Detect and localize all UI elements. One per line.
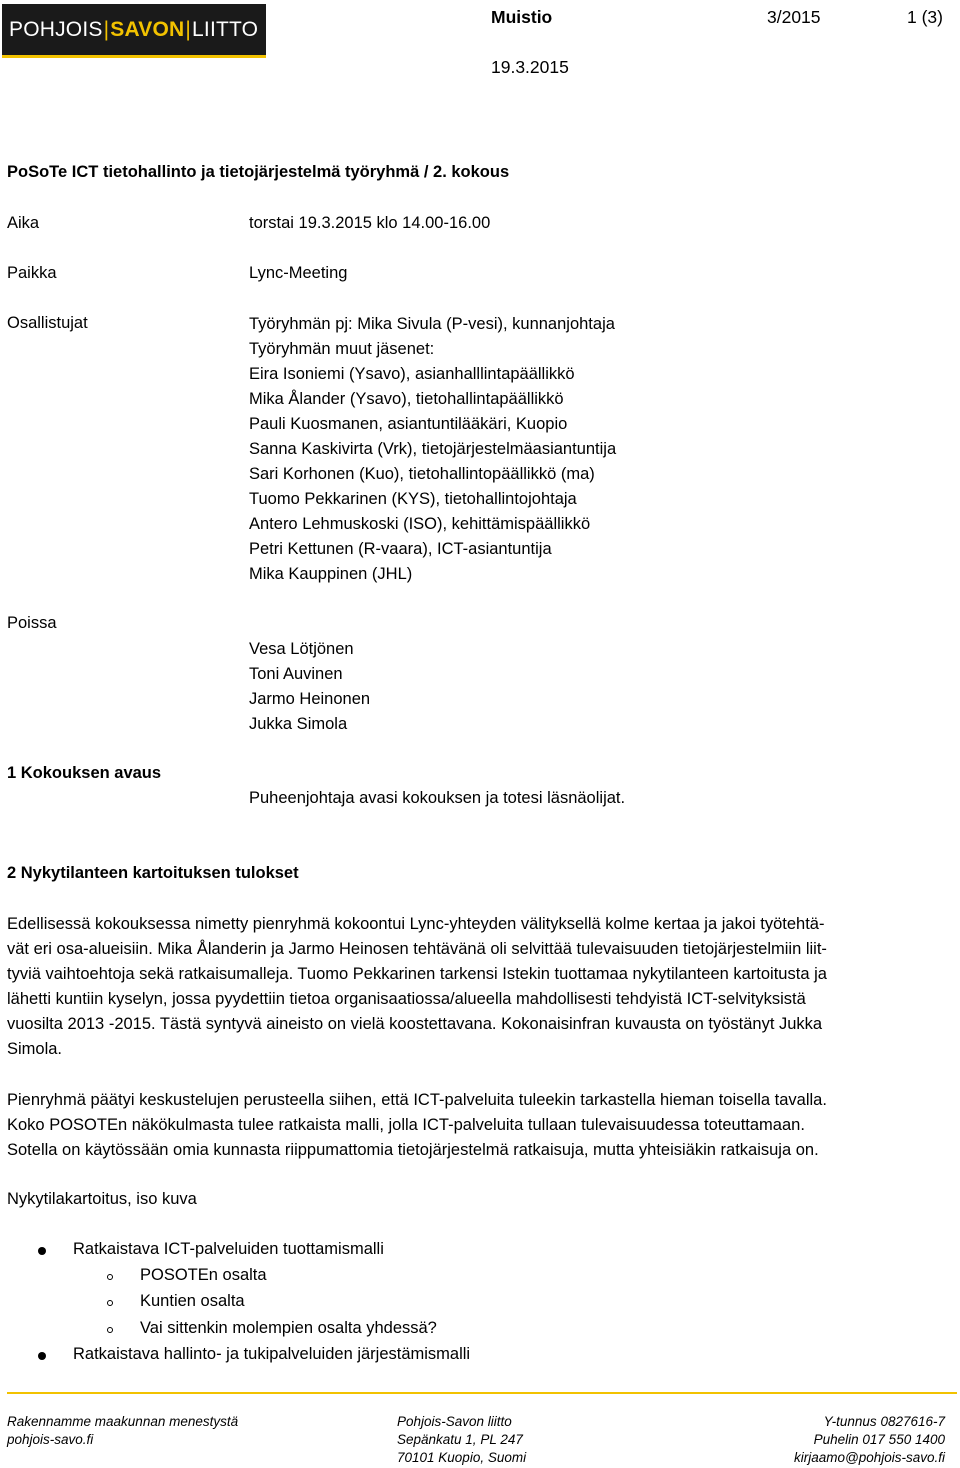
absent-line: Jarmo Heinonen	[249, 690, 371, 708]
absent-line: Vesa Lötjönen	[249, 640, 354, 658]
logo-part-3: LIITTO	[192, 17, 259, 41]
footer-postal: 70101 Kuopio, Suomi	[397, 1450, 527, 1465]
paragraph-line: Simola.	[7, 1040, 63, 1058]
participant-line: Työryhmän muut jäsenet:	[249, 340, 435, 358]
footer-left	[7, 1413, 238, 1449]
organization-logo: POHJOIS | SAVON | LIITTO	[2, 4, 266, 58]
footer-business-id: Y-tunnus 0827616-7	[823, 1414, 945, 1429]
section-1-text: Puheenjohtaja avasi kokouksen ja totesi läsnäolijat.	[249, 789, 626, 807]
doc-date: 19.3.2015	[491, 57, 569, 77]
participant-line: Mika Kauppinen (JHL)	[249, 565, 413, 583]
footer-email[interactable]: kirjaamo@pohjois-savo.fi	[793, 1450, 945, 1465]
aika-value: torstai 19.3.2015 klo 14.00-16.00	[249, 214, 491, 232]
sub-bullet-item: Kuntien osalta	[140, 1292, 245, 1310]
participant-line: Antero Lehmuskoski (ISO), kehittämispäällikkö	[249, 515, 591, 533]
footer-center	[397, 1413, 526, 1467]
aika-label: Aika	[7, 214, 40, 232]
footer-website[interactable]: pohjois-savo.fi	[7, 1432, 94, 1447]
sub-bullet-item: Vai sittenkin molempien osalta yhdessä?	[140, 1319, 437, 1337]
footer-phone: Puhelin 017 550 1400	[813, 1432, 945, 1447]
participants-list	[249, 312, 616, 587]
meeting-title: PoSoTe ICT tietohallinto ja tietojärjestelmä työryhmä / 2. kokous	[7, 163, 510, 181]
paragraph-line: Koko POSOTEn näkökulmasta tulee ratkaista malli, jolla ICT-palveluita tullaan tulevaisuudessa toteuttamaan.	[7, 1116, 805, 1134]
sub-bullet-circle-icon	[107, 1300, 113, 1306]
poissa-label: Poissa	[7, 614, 57, 632]
participant-line: Petri Kettunen (R-vaara), ICT-asiantuntija	[249, 540, 552, 558]
absent-list	[249, 637, 370, 737]
participant-line: Pauli Kuosmanen, asiantuntilääkäri, Kuopio	[249, 415, 568, 433]
participant-line: Työryhmän pj: Mika Sivula (P-vesi), kunnanjohtaja	[249, 315, 615, 333]
bullet-item: Ratkaistava hallinto- ja tukipalveluiden järjestämismalli	[73, 1345, 471, 1363]
paragraph-line: vät eri osa-alueisiin. Mika Ålanderin ja Jarmo Heinosen tehtävänä oli selvittää tulevaisuuden tietojärjestelmiin liit-	[7, 940, 827, 958]
participant-line: Tuomo Pekkarinen (KYS), tietohallintojohtaja	[249, 490, 577, 508]
osallistujat-label: Osallistujat	[7, 314, 88, 332]
paikka-label: Paikka	[7, 264, 57, 282]
paragraph-line: Pienryhmä päätyi keskustelujen perusteella siihen, että ICT-palveluita tuleekin tarkastella hieman toisella tavalla.	[7, 1091, 827, 1109]
footer-divider	[7, 1392, 957, 1394]
section-2-heading: 2 Nykytilanteen kartoituksen tulokset	[7, 864, 299, 882]
footer-org-name: Pohjois-Savon liitto	[397, 1414, 512, 1429]
section-2-paragraph-1	[7, 912, 952, 1062]
footer-address: Sepänkatu 1, PL 247	[397, 1432, 523, 1447]
paragraph-line: Edellisessä kokouksessa nimetty pienryhmä kokoontui Lync-yhteyden välityksellä kolme kertaa ja jakoi työtehtä-	[7, 915, 825, 933]
page-number: 1 (3)	[907, 7, 943, 27]
paragraph-line: Sotella on käytössään omia kunnasta riippumattomia tietojärjestelmä ratkaisuja, mutta yhteisiäkin ratkaisuja on.	[7, 1141, 819, 1159]
absent-line: Toni Auvinen	[249, 665, 343, 683]
paragraph-line: vuosilta 2013 -2015. Tästä syntyvä aineisto on vielä koostettavana. Kokonaisinfran kuvausta on työstänyt Jukka	[7, 1015, 823, 1033]
doc-number: 3/2015	[767, 7, 821, 27]
sub-bullet-circle-icon	[107, 1327, 113, 1333]
section-1-heading: 1 Kokouksen avaus	[7, 764, 162, 782]
absent-line: Jukka Simola	[249, 715, 348, 733]
logo-part-1: POHJOIS	[9, 17, 103, 41]
sub-bullet-circle-icon	[107, 1274, 113, 1280]
footer-right	[794, 1413, 945, 1467]
bullet-dot-icon	[38, 1247, 46, 1255]
section-2-paragraph-3: Nykytilakartoitus, iso kuva	[7, 1190, 197, 1208]
participant-line: Eira Isoniemi (Ysavo), asianhalllintapäällikkö	[249, 365, 575, 383]
section-2-paragraph-2	[7, 1088, 952, 1163]
participant-line: Sari Korhonen (Kuo), tietohallintopäällikkö (ma)	[249, 465, 595, 483]
logo-part-2: SAVON	[110, 17, 185, 41]
paikka-value: Lync-Meeting	[249, 264, 348, 282]
paragraph-line: lähetti kuntiin kyselyn, jossa pyydettiin tietoa organisaatiossa/alueella mahdollisesti tehdyistä ICT-selvityksistä	[7, 990, 806, 1008]
paragraph-line: tyviä vaihtoehtoja sekä ratkaisumalleja. Tuomo Pekkarinen tarkensi Istekin tuottamaa nykytilanteen kartoitusta ja	[7, 965, 827, 983]
sub-bullet-item: POSOTEn osalta	[140, 1266, 267, 1284]
bullet-dot-icon	[38, 1352, 46, 1360]
footer-slogan: Rakennamme maakunnan menestystä	[7, 1414, 239, 1429]
participant-line: Sanna Kaskivirta (Vrk), tietojärjestelmäasiantuntija	[249, 440, 617, 458]
doc-type: Muistio	[491, 7, 553, 27]
bullet-item: Ratkaistava ICT-palveluiden tuottamismalli	[73, 1240, 384, 1258]
participant-line: Mika Ålander (Ysavo), tietohallintapäällikkö	[249, 390, 564, 408]
